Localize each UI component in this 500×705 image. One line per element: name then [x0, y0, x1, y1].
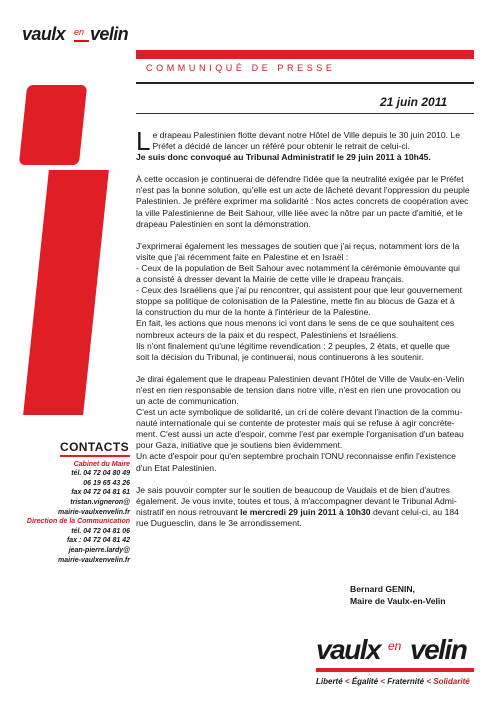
communique-title: COMMUNIQUÉ DE PRESSE	[146, 63, 336, 73]
text-line: également. Je vous invite, toutes et tous, à m'accompagner devant le Tribunal Admi-	[136, 495, 457, 506]
paragraph-4	[136, 374, 474, 474]
header-divider	[136, 82, 474, 84]
red-i-dot-graphic	[19, 85, 87, 165]
press-release-body	[136, 126, 474, 540]
signatory-name: Bernard GENIN,	[350, 584, 415, 594]
text-line	[136, 507, 474, 518]
red-i-stem-graphic	[23, 170, 109, 415]
text-segment: devant celui-ci, au 184	[370, 506, 459, 517]
text-line: un acte de communication.	[136, 395, 239, 406]
signature-block	[350, 584, 446, 607]
contact-comm-tel: tél. 04 72 04 81 06	[71, 527, 130, 535]
contact-comm-fax: fax : 04 72 04 81 42	[66, 537, 130, 545]
contact-comm-email-domain[interactable]: mairie-vaulxenvelin.fr	[58, 556, 130, 564]
contact-comm-label: Direction de la Communication	[26, 518, 130, 526]
logo-word-en: en	[388, 639, 402, 653]
contact-cabinet-email-domain[interactable]: mairie-vaulxenvelin.fr	[58, 508, 130, 516]
text-line: J'exprimerai également les messages de soutien que j'ai reçus, notamment lors de la	[136, 240, 460, 251]
logo-word-velin: velin	[410, 634, 467, 665]
text-line: rue Duguesclin, dans le 3e arrondissement.	[136, 517, 302, 528]
text-line: n'est pas la bonne solution, qu'elle est un acte de lâcheté devant l'oppression du peuple	[136, 185, 470, 196]
vaulx-en-velin-logo-top	[22, 24, 132, 46]
text-line: e drapeau Palestinien flotte devant notre Hôtel de Ville depuis le 30 juin 2010. Le	[152, 130, 460, 140]
motto-word: Liberté	[316, 677, 343, 686]
text-line: a consisté à dresser devant la Mairie de cette ville le drapeau français.	[136, 274, 404, 285]
text-line: drapeau Palestinien en sont la démonstration.	[136, 218, 311, 229]
text-line: ment. C'est aussi un acte d'espoir, comme l'est par exemple l'organisation d'un bateau	[136, 429, 464, 440]
motto-word: Égalité	[351, 677, 379, 686]
document-date: 21 juin 2011	[380, 95, 448, 109]
contact-comm-email[interactable]: jean-pierre.lardy@	[68, 546, 130, 554]
text-line: visite que j'ai récemment faite en Palestine et en Israël :	[136, 251, 349, 262]
text-line: Je dirai également que le drapeau Palestinien devant l'Hôtel de Ville de Vaulx-en-Velin	[136, 373, 465, 384]
text-line: d'un Etat Palestinien.	[136, 462, 217, 473]
contact-cabinet-label: Cabinet du Maire	[73, 460, 130, 468]
motto-separator: <	[426, 677, 431, 686]
motto-separator: <	[344, 677, 350, 686]
text-line-bold: Je suis donc convoqué au Tribunal Administratif le 29 juin 2011 à 10h45.	[136, 152, 431, 163]
logo-underline	[74, 40, 89, 42]
logo-word-velin: velin	[90, 24, 129, 44]
text-line: la construction du mur de la honte à l'intérieur de la Palestine.	[136, 307, 371, 318]
contact-cabinet-tel: tél. 04 72 04 80 49	[71, 470, 130, 478]
text-line: Préfet a décidé de lancer un référé pour obtenir le retrait de celui-ci.	[152, 141, 410, 152]
contacts-title: CONTACTS	[60, 443, 130, 457]
vaulx-en-velin-logo-bottom	[316, 634, 474, 672]
text-line: C'est un acte symbolique de solidarité, un cri de colère devant l'inaction de la commu-	[136, 407, 463, 418]
text-line: Ils n'ont finalement qu'une légitime revendication : 2 peuples, 2 états, et quelle que	[136, 340, 450, 351]
paragraph-2	[136, 174, 474, 229]
signatory-title: Maire de Vaulx-en-Velin	[350, 595, 446, 606]
text-line: En fait, les actions que nous menons ici vont dans le sens de ce que souhaitent ces	[136, 318, 455, 329]
text-line: - Ceux de la population de Beit Sahour avec notamment la cérémonie émouvante qui	[136, 262, 460, 273]
text-line: soit la décision du Tribunal, je continuerai, nous continuerons à les soutenir.	[136, 351, 424, 362]
text-line: - Ceux des Israéliens que j'ai pu rencontrer, qui assistent pour que leur gouvernement	[136, 285, 463, 296]
text-line: Palestinien. Je préfère exprimer ma solidarité : Nos actes concrets de coopération avec	[136, 196, 469, 207]
date-divider	[136, 113, 474, 114]
text-line: Je sais pouvoir compter sur le soutien de beaucoup de Vaudais et de bien d'autres	[136, 484, 450, 495]
logo-word-en: en	[74, 27, 85, 37]
motto-word: Fraternité	[387, 677, 425, 686]
text-line: Un acte d'espoir pour qu'en septembre prochain l'ONU reconnaisse enfin l'existence	[136, 451, 456, 462]
logo-word-vaulx: vaulx	[22, 24, 66, 44]
drop-cap: L	[136, 126, 151, 156]
paragraph-3	[136, 241, 474, 363]
logo-word-vaulx: vaulx	[316, 634, 381, 665]
text-line: nombreux acteurs de la paix et du respect, Palestiniens et Israéliens.	[136, 329, 399, 340]
contacts-block	[8, 440, 130, 565]
text-line: n'est en rien responsable de tension dans notre ville, n'est en rien une provocation ou	[136, 384, 461, 395]
text-line: la ville Palestinienne de Beit Sahour, ville liée avec la nôtre par un pacte d'amitié, et le	[136, 207, 463, 218]
paragraph-5	[136, 485, 474, 529]
text-line: À cette occasion je continuerai de défendre l'idée que la neutralité exigée par le Préfet	[136, 174, 464, 185]
motto-separator: <	[380, 677, 385, 686]
text-line: nauté internationale qui se contente de protester mais qui se refuse à agir concrète-	[136, 418, 455, 429]
contact-cabinet-mobile: 06 19 65 43 26	[83, 479, 130, 487]
text-segment: nistratif en nous retrouvant	[136, 506, 241, 517]
motto-word-solidarite: Solidarité	[433, 677, 470, 686]
contact-cabinet-fax: fax 04 72 04 81 61	[71, 489, 130, 497]
text-line: stoppe sa politique de colonisation de la Palestine, mette fin au blocus de Gaza et à	[136, 296, 455, 307]
city-motto	[316, 677, 476, 686]
contact-cabinet-email[interactable]: tristan.vigneron@	[70, 498, 130, 506]
meeting-date-bold: le mercredi 29 juin 2011 à 10h30	[240, 506, 371, 517]
text-line: pour Gaza, initiative que je soutiens bien évidemment.	[136, 440, 343, 451]
paragraph-1	[136, 126, 474, 163]
